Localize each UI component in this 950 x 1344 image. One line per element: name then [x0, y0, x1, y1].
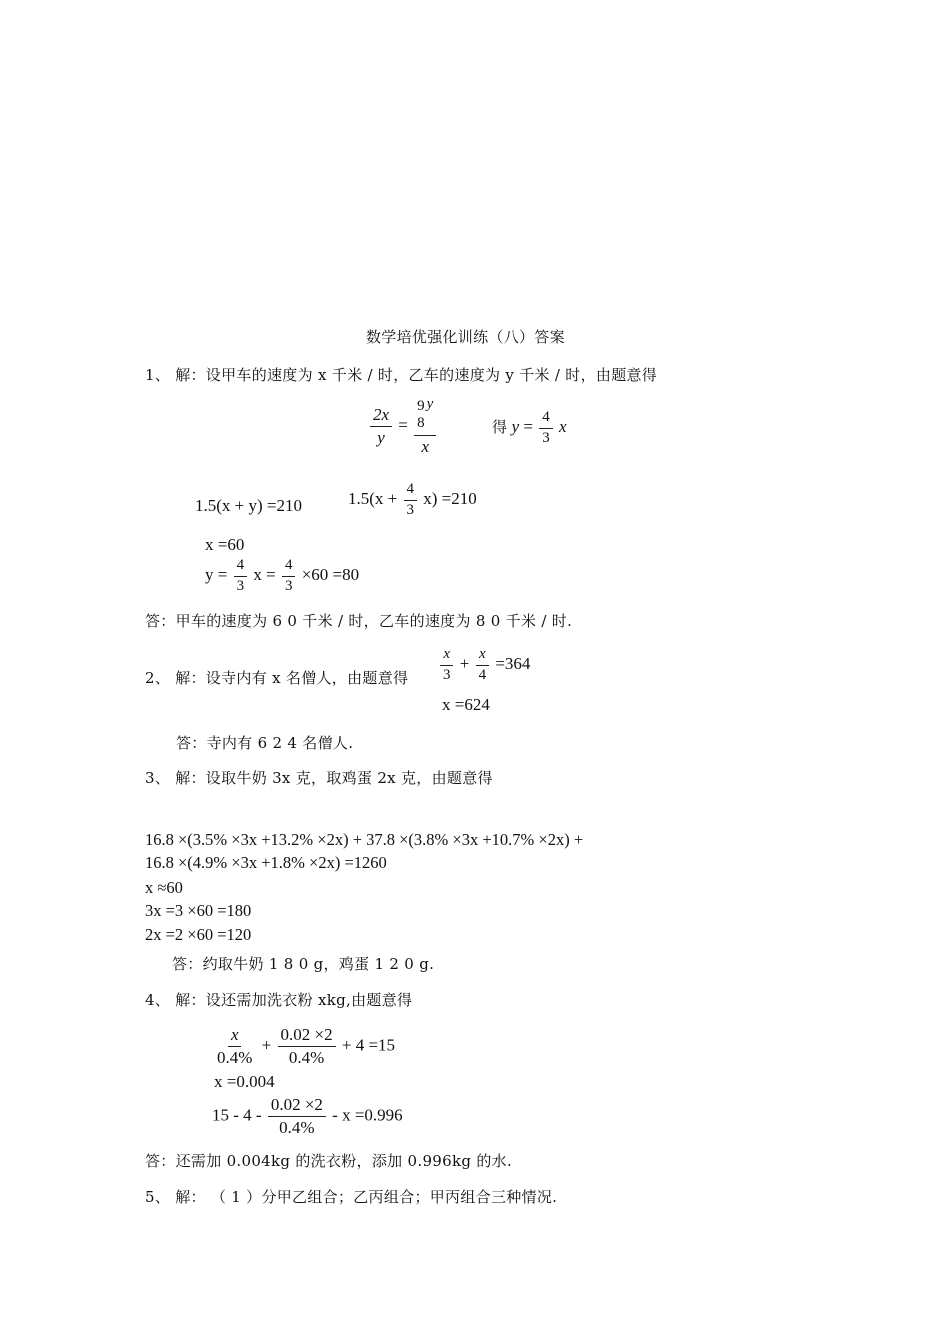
q2-eq1 — [438, 647, 530, 684]
q1-eq1-result-word: 得 — [492, 420, 508, 437]
q5-label: 5、 解： （ 1 ）分甲乙组合；乙丙组合；甲丙组合三种情况. — [145, 1188, 558, 1206]
q4-label: 4、 解：设还需加洗衣粉 xkg,由题意得 — [145, 991, 413, 1009]
q1-eq4-num2: 4 — [282, 558, 296, 577]
page-title: 数学培优强化训练（八）答案 — [366, 328, 565, 346]
q4-eq3 — [212, 1096, 403, 1137]
q4-eq3-den: 0.4% — [279, 1117, 315, 1137]
q1-eq2b-den: 3 — [406, 501, 414, 518]
q1-eq1-result-lhs: y — [511, 417, 520, 437]
q1-eq4-num1: 4 — [234, 558, 248, 577]
q3-label: 3、 解：设取牛奶 3x 克，取鸡蛋 2x 克，由题意得 — [145, 769, 493, 787]
q1-eq2a: 1.5(x + y) =210 — [195, 496, 302, 515]
q4-eq3-num: 0.02 ×2 — [268, 1096, 326, 1117]
q3-eq4: 3x =3 ×60 =180 — [145, 901, 252, 920]
q4-eq1-den1: 0.4% — [217, 1047, 253, 1067]
q1-eq1-eq: = — [398, 415, 408, 435]
q4-answer: 答：还需加 0.004kg 的洗衣粉，添加 0.996kg 的水. — [145, 1152, 513, 1170]
q1-eq1-top-num: 9 — [417, 398, 425, 414]
q1-eq3: x =60 — [205, 535, 245, 554]
q4-eq2: x =0.004 — [214, 1072, 275, 1091]
q1-eq1-top-var: y — [426, 396, 434, 413]
q4-eq1-post: + 4 =15 — [341, 1035, 396, 1055]
q2-answer: 答：寺内有 6 2 4 名僧人. — [176, 734, 354, 752]
q1-eq1-rhs-den: x — [421, 436, 429, 456]
q2-eq1-post: =364 — [495, 654, 531, 674]
q2-eq1-den2: 4 — [478, 666, 487, 683]
q3-answer: 答：约取牛奶 1 8 0 g，鸡蛋 1 2 0 g. — [172, 955, 435, 973]
q3-eq5: 2x =2 ×60 =120 — [145, 925, 252, 944]
q1-eq1-lhs-den: y — [377, 428, 385, 448]
q4-eq1-num2: 0.02 ×2 — [278, 1026, 336, 1047]
q1-eq2b-num: 4 — [404, 482, 418, 501]
q1-eq4-post: ×60 =80 — [301, 565, 360, 585]
q4-eq1 — [212, 1026, 395, 1067]
q1-eq1-result — [492, 410, 567, 447]
q1-eq4-pre: y = — [205, 565, 228, 585]
q1-eq1-result-eq: = — [523, 417, 533, 437]
q2-eq1-num2: x — [476, 647, 489, 666]
q1-eq4-mid: x = — [253, 565, 276, 585]
q1-answer: 答：甲车的速度为 6 0 千米 / 时，乙车的速度为 8 0 千米 / 时. — [145, 612, 573, 630]
q1-eq4 — [205, 558, 359, 595]
q2-eq1-num1: x — [440, 647, 453, 666]
q1-eq4-den1: 3 — [236, 577, 245, 594]
q1-label: 1、 解：设甲车的速度为 x 千米 / 时，乙车的速度为 y 千米 / 时，由题意得 — [145, 366, 658, 384]
q4-eq1-den2: 0.4% — [288, 1047, 325, 1067]
q2-eq2: x =624 — [442, 695, 490, 714]
q3-eq2: 16.8 ×(4.9% ×3x +1.8% ×2x) =1260 — [145, 853, 387, 872]
q1-eq1-result-var: x — [558, 417, 567, 437]
q1-eq2b-pre: 1.5(x + — [348, 489, 398, 509]
q3-eq1: 16.8 ×(3.5% ×3x +13.2% ×2x) + 37.8 ×(3.8% ×3x +10.7% ×2x) + — [145, 830, 584, 849]
q1-eq1-lhs-num: 2x — [370, 406, 392, 427]
q2-eq1-plus: + — [459, 654, 470, 674]
q4-eq3-post: - x =0.996 — [332, 1105, 403, 1125]
q2-eq1-den1: 3 — [443, 666, 451, 683]
q1-eq1 — [368, 398, 438, 455]
q1-eq2b — [348, 482, 477, 519]
q4-eq1-num1: x — [228, 1026, 242, 1047]
q1-eq4-den2: 3 — [284, 577, 293, 594]
q2-label: 2、 解：设寺内有 x 名僧人，由题意得 — [145, 669, 409, 687]
q1-eq1-result-num: 4 — [539, 410, 553, 429]
q1-eq2b-post: x) =210 — [423, 489, 477, 509]
q1-eq1-top-den: 8 — [417, 415, 425, 432]
q4-eq1-plus: + — [261, 1035, 272, 1055]
q1-eq1-result-den: 3 — [542, 429, 550, 446]
q3-eq3: x ≈60 — [145, 878, 183, 897]
q4-eq3-pre: 15 - 4 - — [212, 1105, 262, 1125]
